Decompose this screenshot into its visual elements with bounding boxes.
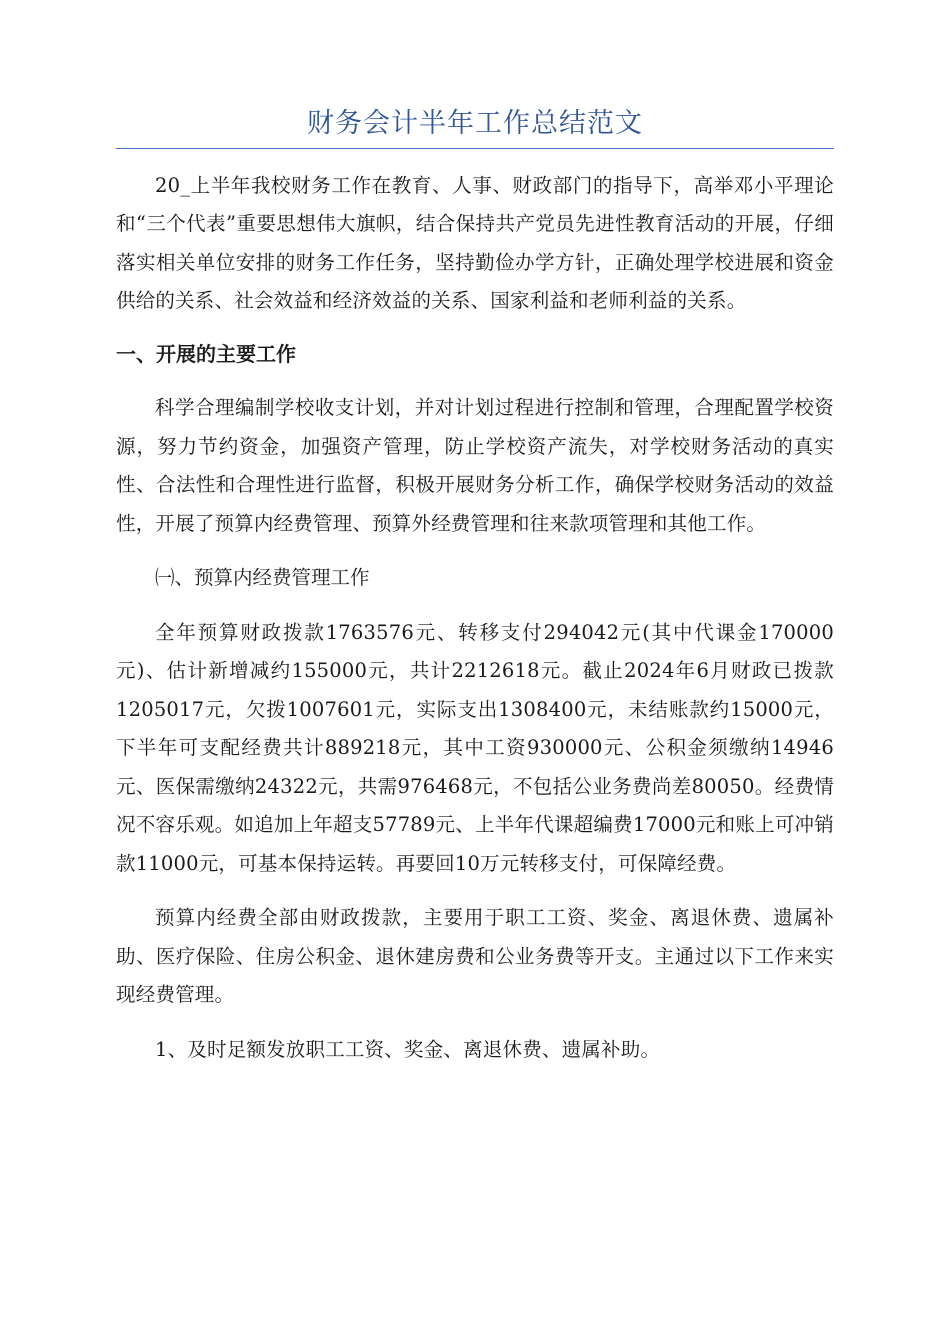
subsection-heading-budget: ㈠、预算内经费管理工作 <box>155 566 370 589</box>
document-title: 财务会计半年工作总结范文 <box>307 108 643 139</box>
intro-paragraph: 20_上半年我校财务工作在教育、人事、财政部门的指导下，高举邓小平理论和“三个代表”重要思想伟大旗帜，结合保持共产党员先进性教育活动的开展，仔细落实相关单位安排的财务工作任务，坚持勤俭办学方针，正确处理学校进展和资金供给的关系、社会效益和经济效益的关系、国家利益和老师利益的关系。 <box>116 173 834 312</box>
usage-paragraph: 预算内经费全部由财政拨款，主要用于职工工资、奖金、离退休费、遗属补助、医疗保险、住房公积金、退休建房费和公业务费等开支。主通过以下工作来实现经费管理。 <box>116 906 834 1006</box>
budget-paragraph: 全年预算财政拨款1763576元、转移支付294042元(其中代课金170000元)、估计新增减约155000元，共计2212618元。截止2024年6月财政已拨款1205017元，欠拨1007601元，实际支出1308400元，未结账款约15000元，下半年可支配经费共计889218元，其中工资930000元、公积金须缴纳14946元、医保需缴纳24322元，共需976468元，不包括公业务费尚差80050。经费情况不容乐观。如追加上年超支57789元、上半年代课超编费17000元和账上可冲销款11000元，可基本保持运转。再要回10万元转移支付，可保障经费。 <box>116 620 834 875</box>
title-underline <box>116 148 834 149</box>
section-paragraph-main-work: 科学合理编制学校收支计划，并对计划过程进行控制和管理，合理配置学校资源，努力节约资金，加强资产管理，防止学校资产流失，对学校财务活动的真实性、合法性和合理性进行监督，积极开展财务分析工作，确保学校财务活动的效益性，开展了预算内经费管理、预算外经费管理和往来款项管理和其他工作。 <box>116 396 834 535</box>
section-heading-main-work: 一、开展的主要工作 <box>116 341 296 366</box>
list-item-1: 1、及时足额发放职工工资、奖金、离退休费、遗属补助。 <box>155 1037 661 1061</box>
